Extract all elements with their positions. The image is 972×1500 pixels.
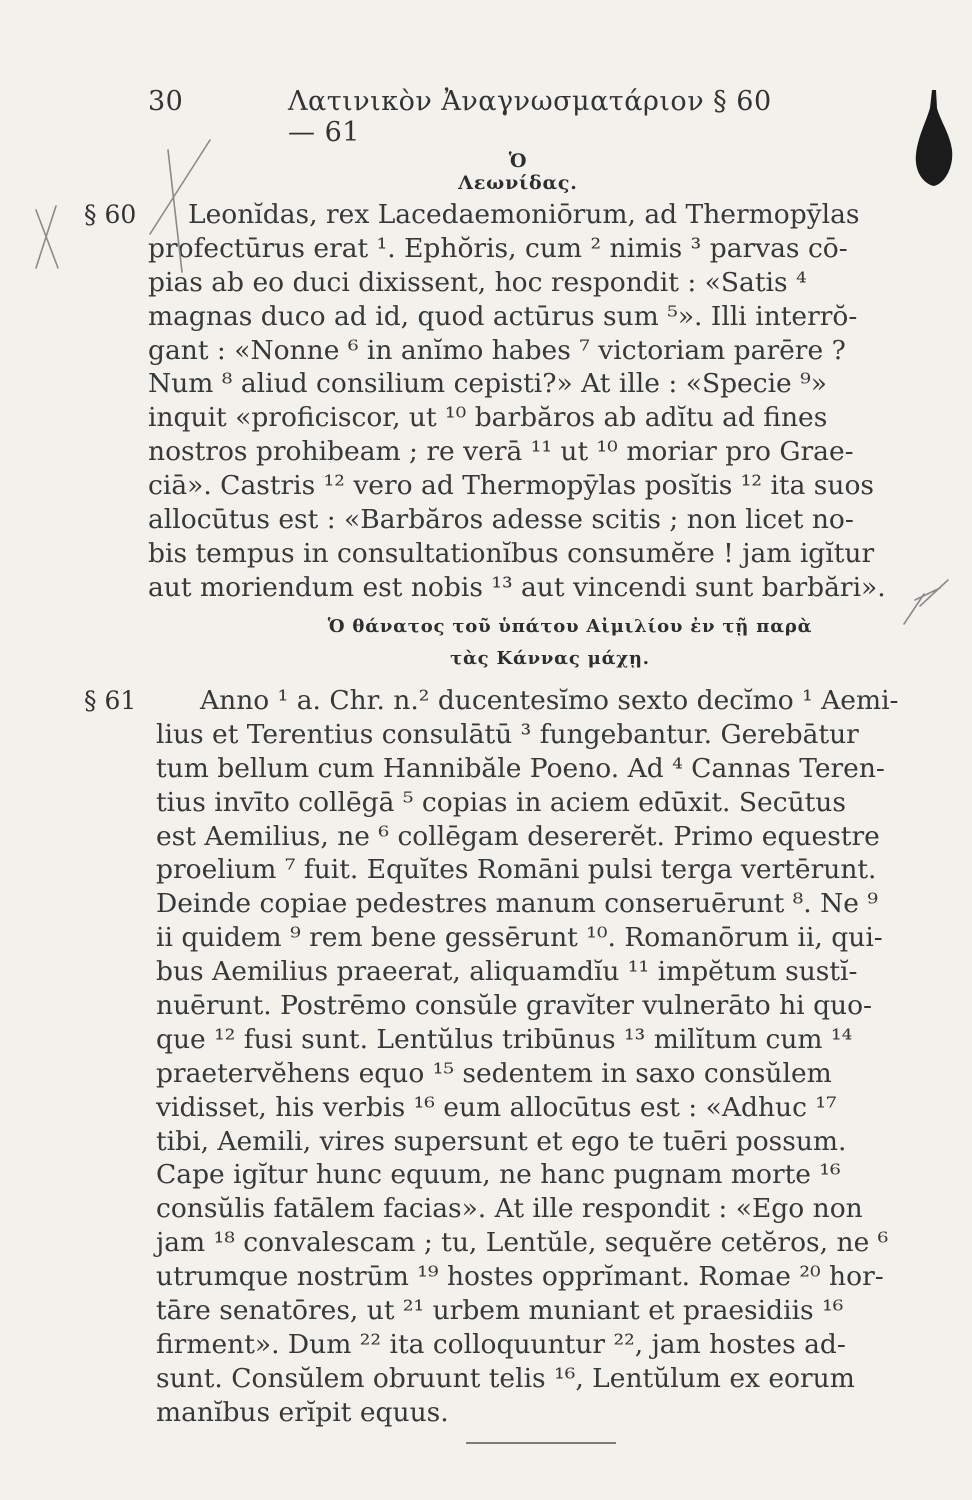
- text-line: tāre senatōres, ut ²¹ urbem muniant et praesidiis ¹⁶: [156, 1295, 844, 1327]
- text-line: est Aemilius, ne ⁶ collēgam desererĕt. Primo equestre: [156, 820, 880, 852]
- section-61-text: [156, 684, 948, 1430]
- text-line: ii quidem ⁹ rem bene gessērunt ¹⁰. Romanōrum ii, qui-: [156, 922, 883, 954]
- text-line: proelium ⁷ fuit. Equĭtes Romāni pulsi terga vertērunt.: [156, 854, 877, 886]
- text-line: lius et Terentius consulātū ³ fungebantur. Gerebātur: [156, 718, 859, 750]
- running-title: Λατινικὸν Ἀναγνωσματάριον § 60 — 61: [288, 86, 772, 148]
- text-line: nostros prohibeam ; re verā ¹¹ ut ¹⁰ moriar pro Grae-: [148, 436, 854, 468]
- text-line: praetervĕhens equo ¹⁵ sedentem in saxo consŭlem: [156, 1057, 832, 1089]
- text-line: inquit «proficiscor, ut ¹⁰ barbăros ab adĭtu ad fines: [148, 402, 828, 434]
- text-line: tibi, Aemili, vires supersunt et ego te tuēri possum.: [156, 1125, 847, 1157]
- text-line: pias ab eo duci dixissent, hoc respondit : «Satis ⁴: [148, 266, 807, 298]
- text-line: gant : «Nonne ⁶ in anĭmo habes ⁷ victoriam parēre ?: [148, 334, 846, 366]
- text-line: aut moriendum est nobis ¹³ aut vincendi sunt barbări».: [148, 571, 886, 603]
- footer-rule: [466, 1442, 616, 1444]
- text-line: vidisset, his verbis ¹⁶ eum allocūtus est : «Adhuc ¹⁷: [156, 1091, 837, 1123]
- text-line: manĭbus erĭpit equus.: [156, 1396, 449, 1428]
- section-61-title-line-2: τὰς Κάννας μάχῃ.: [450, 648, 650, 669]
- text-line: tius invīto collēgā ⁵ copias in aciem edūxit. Secūtus: [156, 786, 846, 818]
- text-line: sunt. Consŭlem obruunt telis ¹⁶, Lentŭlum ex eorum: [156, 1362, 855, 1394]
- ink-blot: [910, 88, 958, 188]
- text-line: Anno ¹ a. Chr. n.² ducentesĭmo sexto decĭmo ¹ Aemi-: [200, 685, 899, 716]
- text-line: consŭlis fatālem facias». At ille respondit : «Ego non: [156, 1193, 863, 1225]
- section-61-mark: § 61: [84, 686, 137, 715]
- text-line: Cape igĭtur hunc equum, ne hanc pugnam morte ¹⁶: [156, 1159, 841, 1191]
- text-line: que ¹² fusi sunt. Lentŭlus tribūnus ¹³ milĭtum cum ¹⁴: [156, 1023, 853, 1055]
- text-line: tum bellum cum Hannibăle Poeno. Ad ⁴ Cannas Teren-: [156, 752, 885, 784]
- text-line: firment». Dum ²² ita colloquuntur ²², jam hostes ad-: [156, 1328, 846, 1360]
- text-line: profectūrus erat ¹. Ephŏris, cum ² nimis ³ parvas cō-: [148, 232, 848, 264]
- text-line: nuērunt. Postrēmo consŭle gravĭter vulnerāto hi quo-: [156, 990, 873, 1022]
- section-61-title-line-1: Ὁ θάνατος τοῦ ὑπάτου Αἰμιλίου ἐν τῇ παρὰ: [327, 616, 813, 637]
- text-line: magnas duco ad id, quod actūrus sum ⁵». Illi interrŏ-: [148, 300, 858, 332]
- text-line: allocūtus est : «Barbăros adesse scitis ; non licet no-: [148, 504, 854, 536]
- text-line: utrumque nostrūm ¹⁹ hostes opprĭmant. Romae ²⁰ hor-: [156, 1261, 884, 1293]
- text-line: bis tempus in consultationĭbus consumĕre ! jam igĭtur: [148, 537, 875, 569]
- text-line: Leonĭdas, rex Lacedaemoniōrum, ad Thermopȳlas: [188, 199, 860, 230]
- text-line: Deinde copiae pedestres manum conseruērunt ⁸. Ne ⁹: [156, 888, 879, 920]
- text-line: Num ⁸ aliud consilium cepisti?» At ille : «Specie ⁹»: [148, 368, 827, 400]
- page-number: 30: [148, 86, 184, 117]
- section-60-text: [148, 198, 948, 605]
- text-line: jam ¹⁸ convalescam ; tu, Lentŭle, sequĕre cetĕros, ne ⁶: [156, 1227, 889, 1259]
- section-60-mark: § 60: [84, 200, 137, 229]
- text-line: bus Aemilius praeerat, aliquamdĭu ¹¹ impĕtum sustĭ-: [156, 956, 858, 988]
- text-line: ciā». Castris ¹² vero ad Thermopȳlas posĭtis ¹² ita suos: [148, 470, 875, 502]
- section-60-title: Ὁ Λεωνίδας.: [458, 150, 578, 194]
